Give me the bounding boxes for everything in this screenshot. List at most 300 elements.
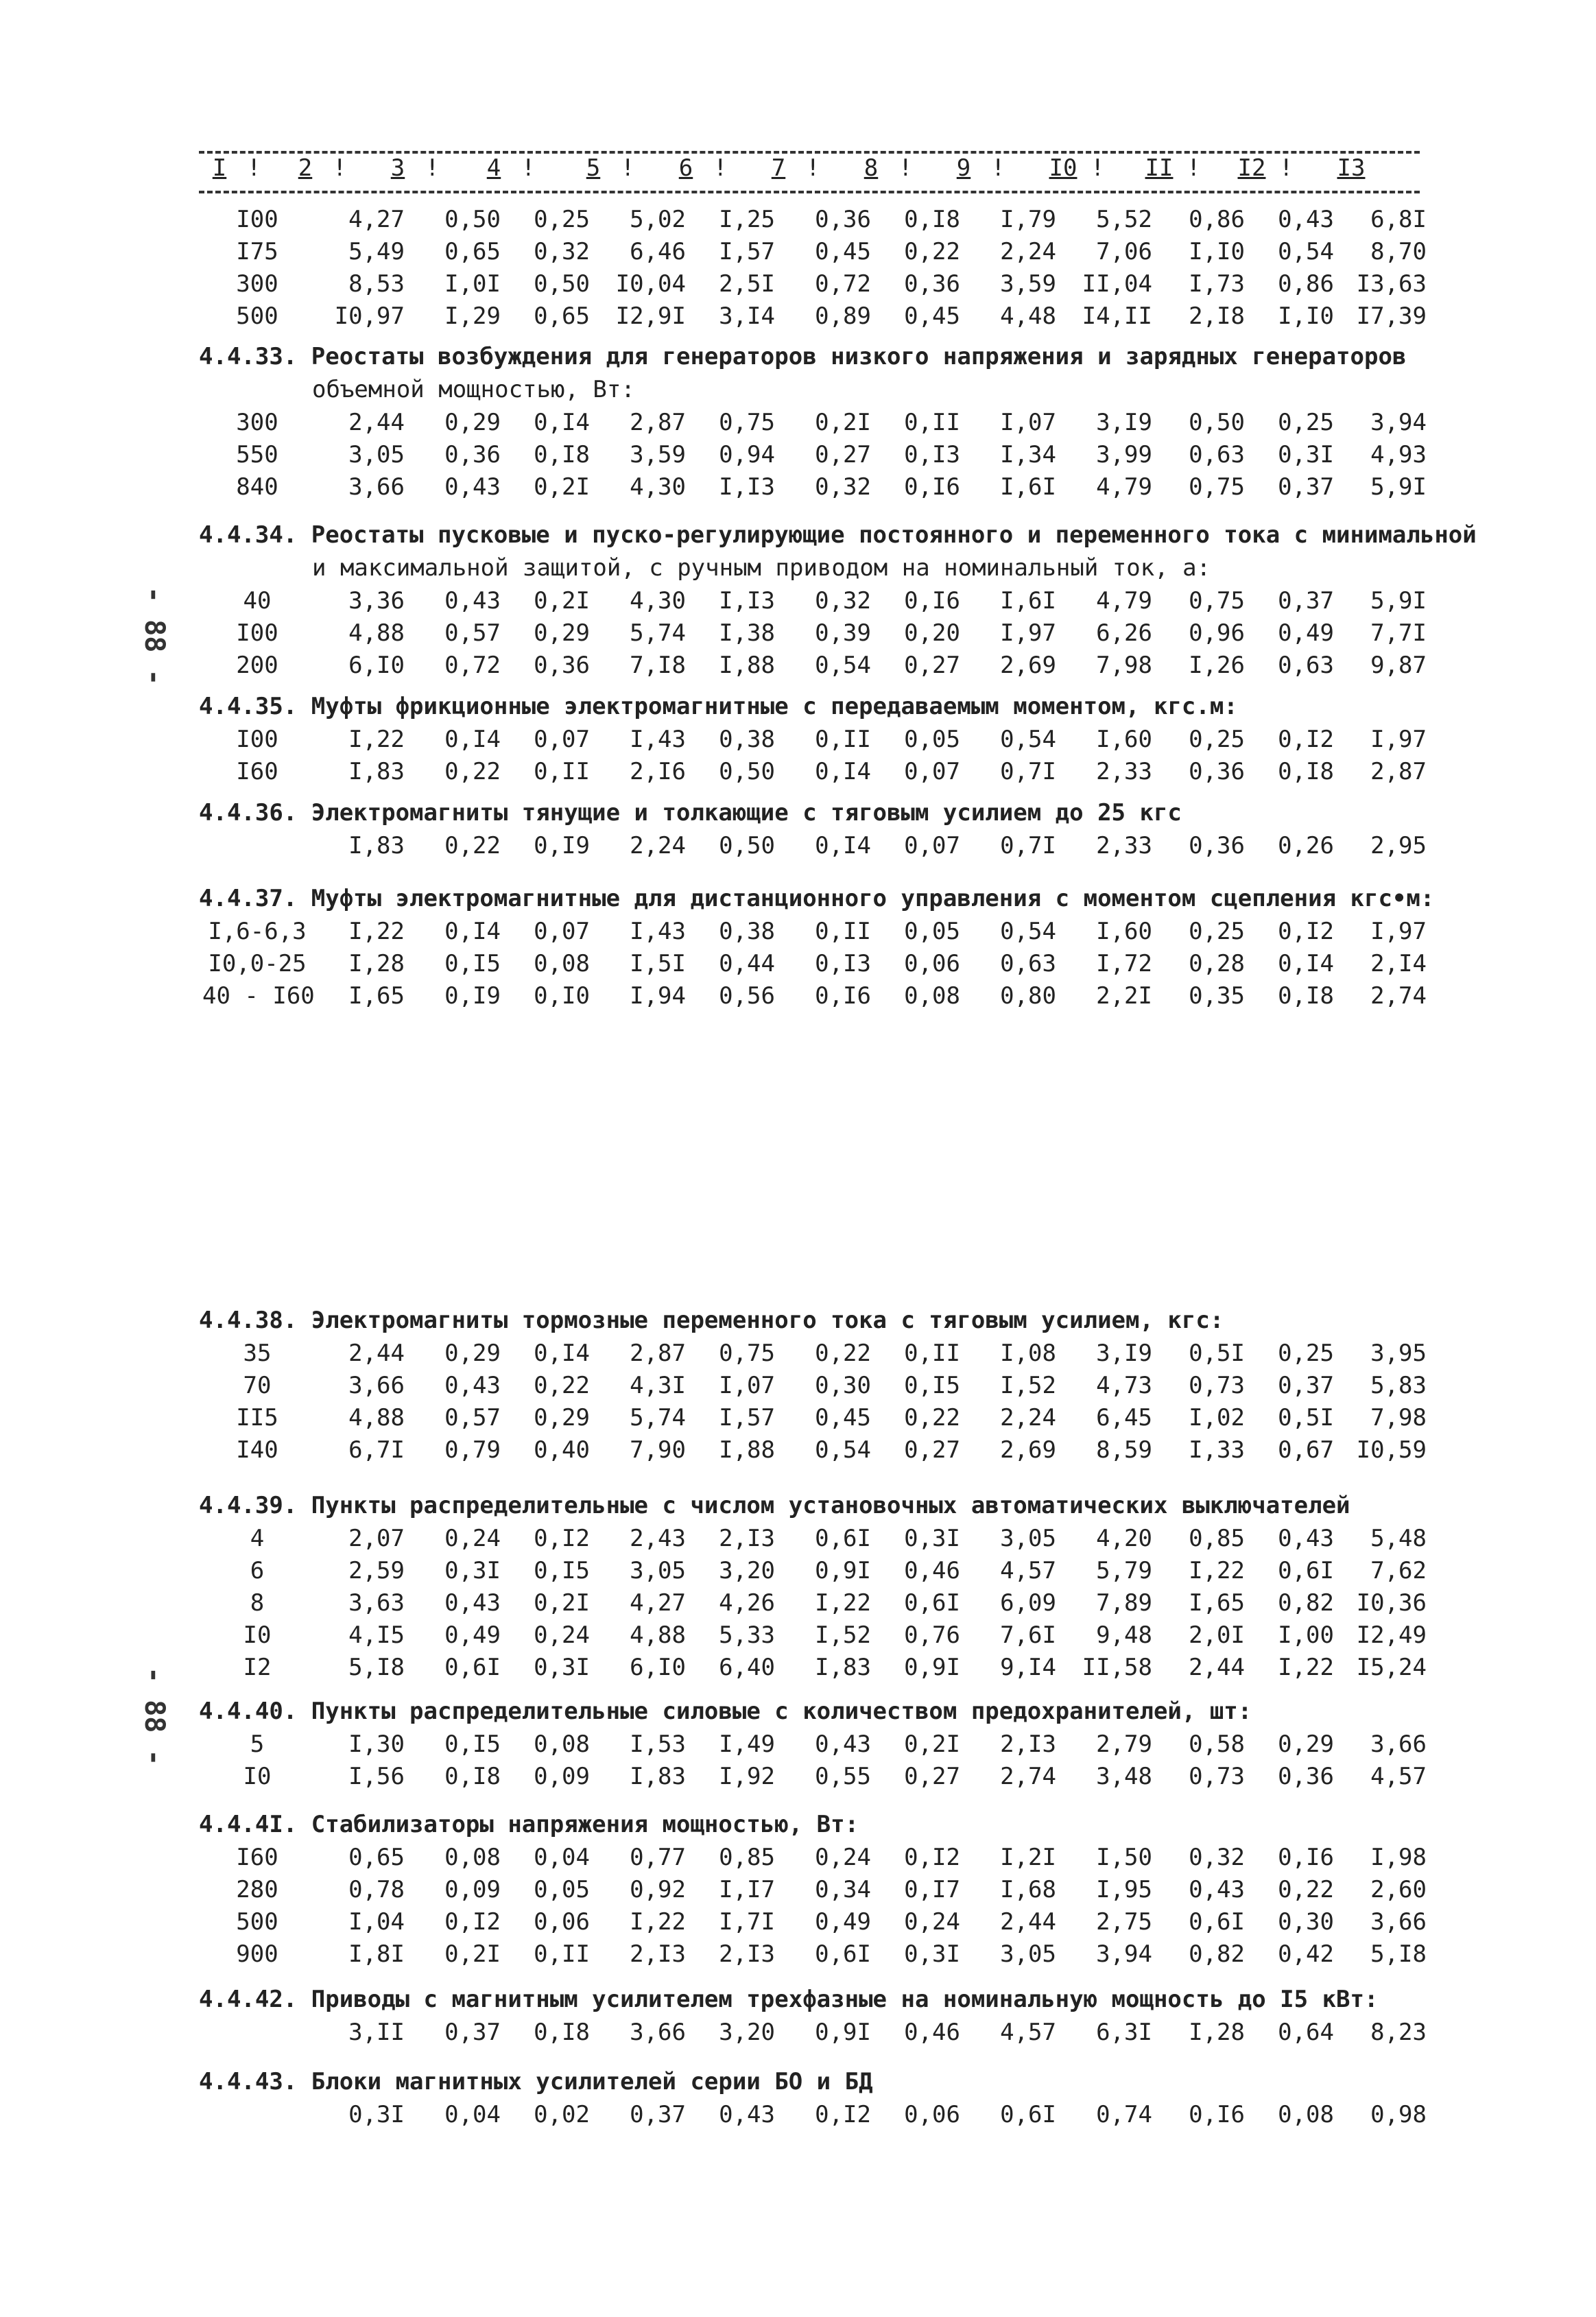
cell-col-11: 0,86	[1189, 206, 1245, 233]
table-row	[0, 832, 1596, 864]
cell-col-10: 8,59	[1096, 1436, 1152, 1464]
cell-col-2: 0,65	[348, 1844, 405, 1871]
cell-col-6: 0,75	[719, 409, 775, 436]
cell-col-3: 0,29	[444, 1340, 501, 1367]
cell-col-12: 0,3I	[1278, 441, 1334, 468]
cell-col-4: 0,I5	[534, 1557, 590, 1584]
row-label: 200	[236, 652, 278, 679]
cell-col-5: 2,I3	[630, 1940, 686, 1968]
cell-col-2: 4,88	[348, 619, 405, 647]
cell-col-2: 0,3I	[348, 2101, 405, 2128]
cell-col-10: 7,06	[1096, 238, 1152, 265]
cell-col-12: 0,86	[1278, 270, 1334, 298]
cell-col-2: 4,27	[348, 206, 405, 233]
cell-col-11: I,28	[1189, 2019, 1245, 2046]
header-column-8: 8	[863, 154, 879, 182]
cell-col-9: 0,54	[1000, 918, 1056, 945]
cell-col-2: I,83	[348, 832, 405, 859]
table-row	[0, 1436, 1596, 1468]
cell-col-8: 0,06	[904, 950, 960, 977]
section-title: 4.4.4I. Стабилизаторы напряжения мощностью, Вт:	[199, 1811, 859, 1838]
cell-col-9: 3,05	[1000, 1525, 1056, 1552]
cell-col-12: 0,29	[1278, 1731, 1334, 1758]
cell-col-7: 0,54	[815, 652, 871, 679]
cell-col-3: 0,I4	[444, 726, 501, 753]
cell-col-6: I,92	[719, 1763, 775, 1790]
cell-col-4: 0,3I	[534, 1654, 590, 1681]
cell-col-13: 6,8I	[1370, 206, 1427, 233]
cell-col-12: 0,82	[1278, 1589, 1334, 1617]
page-number-mark-top: - 88 -	[139, 586, 170, 686]
cell-col-6: 3,20	[719, 1557, 775, 1584]
cell-col-5: 5,74	[630, 619, 686, 647]
cell-col-5: 6,I0	[630, 1654, 686, 1681]
cell-col-9: I,34	[1000, 441, 1056, 468]
cell-col-11: 0,25	[1189, 918, 1245, 945]
table-row	[0, 1908, 1596, 1940]
cell-col-6: 0,38	[719, 726, 775, 753]
cell-col-11: 2,I8	[1189, 302, 1245, 330]
cell-col-11: I,02	[1189, 1404, 1245, 1431]
cell-col-3: 0,43	[444, 1589, 501, 1617]
cell-col-4: 0,I0	[534, 982, 590, 1010]
header-column-7: 7	[771, 154, 786, 182]
cell-col-6: I,57	[719, 238, 775, 265]
cell-col-11: 0,25	[1189, 726, 1245, 753]
cell-col-9: I,08	[1000, 1340, 1056, 1367]
cell-col-11: 0,36	[1189, 832, 1245, 859]
cell-col-4: 0,2I	[534, 1589, 590, 1617]
cell-col-2: 3,66	[348, 473, 405, 501]
cell-col-4: 0,II	[534, 1940, 590, 1968]
table-row	[0, 473, 1596, 505]
cell-col-5: 4,88	[630, 1621, 686, 1649]
cell-col-11: 0,I6	[1189, 2101, 1245, 2128]
cell-col-11: 0,85	[1189, 1525, 1245, 1552]
cell-col-5: 4,30	[630, 473, 686, 501]
cell-col-12: 0,6I	[1278, 1557, 1334, 1584]
cell-col-12: 0,5I	[1278, 1404, 1334, 1431]
cell-col-10: 3,94	[1096, 1940, 1152, 1968]
cell-col-7: 0,I4	[815, 758, 871, 785]
header-separator: !	[425, 154, 440, 182]
cell-col-3: I,29	[444, 302, 501, 330]
cell-col-2: I,65	[348, 982, 405, 1010]
cell-col-2: 8,53	[348, 270, 405, 298]
cell-col-2: 4,88	[348, 1404, 405, 1431]
cell-col-6: I,7I	[719, 1908, 775, 1936]
cell-col-7: 0,32	[815, 473, 871, 501]
cell-col-7: 0,54	[815, 1436, 871, 1464]
cell-col-2: 6,I0	[348, 652, 405, 679]
cell-col-5: I,22	[630, 1908, 686, 1936]
row-label: I2	[243, 1654, 272, 1681]
cell-col-2: I,56	[348, 1763, 405, 1790]
cell-col-5: 5,02	[630, 206, 686, 233]
cell-col-6: 0,43	[719, 2101, 775, 2128]
cell-col-3: 0,09	[444, 1876, 501, 1903]
section-title: 4.4.40. Пункты распределительные силовые с количеством предохранителей, шт:	[199, 1698, 1252, 1725]
cell-col-6: 0,85	[719, 1844, 775, 1871]
cell-col-9: I,52	[1000, 1372, 1056, 1399]
header-column-1: I	[212, 154, 227, 182]
table-row	[0, 1404, 1596, 1436]
cell-col-10: 7,98	[1096, 652, 1152, 679]
cell-col-10: I,72	[1096, 950, 1152, 977]
section-title: 4.4.34. Реостаты пусковые и пуско-регулирующие постоянного и переменного тока с минимальной	[199, 521, 1477, 549]
cell-col-11: 0,58	[1189, 1731, 1245, 1758]
cell-col-5: 0,77	[630, 1844, 686, 1871]
table-row	[0, 1844, 1596, 1875]
table-row	[0, 758, 1596, 789]
cell-col-10: I,95	[1096, 1876, 1152, 1903]
cell-col-5: I,94	[630, 982, 686, 1010]
cell-col-9: 2,69	[1000, 1436, 1056, 1464]
cell-col-10: 6,45	[1096, 1404, 1152, 1431]
table-row	[0, 238, 1596, 270]
cell-col-4: 0,I8	[534, 2019, 590, 2046]
cell-col-9: 2,24	[1000, 238, 1056, 265]
cell-col-13: 7,7I	[1370, 619, 1427, 647]
cell-col-6: 0,44	[719, 950, 775, 977]
section-title: 4.4.39. Пункты распределительные с числом установочных автоматических выключателей	[199, 1492, 1350, 1519]
cell-col-10: II,04	[1082, 270, 1152, 298]
cell-col-6: I,38	[719, 619, 775, 647]
table-row	[0, 1557, 1596, 1589]
cell-col-6: 2,5I	[719, 270, 775, 298]
cell-col-12: 0,37	[1278, 587, 1334, 615]
table-row	[0, 1940, 1596, 1972]
row-label: I40	[236, 1436, 278, 1464]
cell-col-11: 0,6I	[1189, 1908, 1245, 1936]
cell-col-11: 0,36	[1189, 758, 1245, 785]
section-title: 4.4.38. Электромагниты тормозные переменного тока с тяговым усилием, кгс:	[199, 1307, 1224, 1334]
cell-col-8: 0,3I	[904, 1525, 960, 1552]
cell-col-4: 0,50	[534, 270, 590, 298]
cell-col-10: 4,79	[1096, 473, 1152, 501]
cell-col-11: I,22	[1189, 1557, 1245, 1584]
section-title: 4.4.33. Реостаты возбуждения для генераторов низкого напряжения и зарядных генераторов	[199, 343, 1407, 370]
cell-col-13: I7,39	[1356, 302, 1427, 330]
cell-col-8: 0,36	[904, 270, 960, 298]
cell-col-4: 0,36	[534, 652, 590, 679]
cell-col-12: 0,54	[1278, 238, 1334, 265]
cell-col-3: 0,08	[444, 1844, 501, 1871]
cell-col-11: 0,75	[1189, 587, 1245, 615]
cell-col-9: 9,I4	[1000, 1654, 1056, 1681]
cell-col-11: 0,28	[1189, 950, 1245, 977]
header-separator: !	[621, 154, 635, 182]
cell-col-6: I,I3	[719, 473, 775, 501]
cell-col-7: 0,II	[815, 726, 871, 753]
cell-col-3: 0,6I	[444, 1654, 501, 1681]
cell-col-4: 0,25	[534, 206, 590, 233]
cell-col-3: I,0I	[444, 270, 501, 298]
cell-col-3: 0,49	[444, 1621, 501, 1649]
cell-col-5: I2,9I	[615, 302, 686, 330]
cell-col-4: 0,29	[534, 619, 590, 647]
cell-col-9: 3,59	[1000, 270, 1056, 298]
cell-col-10: 4,20	[1096, 1525, 1152, 1552]
table-header	[199, 154, 1420, 193]
cell-col-6: 0,38	[719, 918, 775, 945]
table-row	[0, 726, 1596, 757]
cell-col-9: 0,7I	[1000, 832, 1056, 859]
cell-col-12: 0,49	[1278, 619, 1334, 647]
cell-col-5: I,53	[630, 1731, 686, 1758]
cell-col-13: 4,57	[1370, 1763, 1427, 1790]
cell-col-8: 0,06	[904, 2101, 960, 2128]
row-label: 550	[236, 441, 278, 468]
cell-col-13: 7,62	[1370, 1557, 1427, 1584]
cell-col-10: 6,3I	[1096, 2019, 1152, 2046]
table-row	[0, 1525, 1596, 1556]
header-column-5: 5	[586, 154, 601, 182]
cell-col-3: 0,57	[444, 1404, 501, 1431]
cell-col-8: 0,II	[904, 1340, 960, 1367]
cell-col-2: 6,7I	[348, 1436, 405, 1464]
cell-col-4: 0,22	[534, 1372, 590, 1399]
row-label: I75	[236, 238, 278, 265]
cell-col-4: 0,09	[534, 1763, 590, 1790]
cell-col-7: 0,34	[815, 1876, 871, 1903]
cell-col-3: 0,I5	[444, 950, 501, 977]
header-separator: !	[806, 154, 820, 182]
cell-col-5: I,43	[630, 726, 686, 753]
cell-col-6: 0,75	[719, 1340, 775, 1367]
header-rule-bottom	[199, 191, 1420, 193]
cell-col-7: 0,22	[815, 1340, 871, 1367]
cell-col-2: 5,I8	[348, 1654, 405, 1681]
table-row	[0, 1340, 1596, 1371]
cell-col-7: 0,24	[815, 1844, 871, 1871]
table-row	[0, 1589, 1596, 1621]
table-row	[0, 587, 1596, 619]
cell-col-13: 2,74	[1370, 982, 1427, 1010]
cell-col-9: 7,6I	[1000, 1621, 1056, 1649]
cell-col-4: 0,40	[534, 1436, 590, 1464]
cell-col-10: 3,48	[1096, 1763, 1152, 1790]
cell-col-7: 0,72	[815, 270, 871, 298]
row-label: I60	[236, 758, 278, 785]
cell-col-5: 2,24	[630, 832, 686, 859]
cell-col-11: I,33	[1189, 1436, 1245, 1464]
cell-col-4: 0,I2	[534, 1525, 590, 1552]
cell-col-6: 2,I3	[719, 1940, 775, 1968]
cell-col-10: 2,2I	[1096, 982, 1152, 1010]
cell-col-9: 0,63	[1000, 950, 1056, 977]
cell-col-2: 3,II	[348, 2019, 405, 2046]
section-title-continuation: и максимальной защитой, с ручным приводом на номинальный ток, а:	[312, 554, 1211, 582]
cell-col-7: 0,2I	[815, 409, 871, 436]
cell-col-13: 5,83	[1370, 1372, 1427, 1399]
cell-col-8: 0,I3	[904, 441, 960, 468]
row-label: I00	[236, 619, 278, 647]
cell-col-12: 0,43	[1278, 1525, 1334, 1552]
row-label: 500	[236, 302, 278, 330]
cell-col-8: 0,27	[904, 1763, 960, 1790]
header-column-3: 3	[390, 154, 405, 182]
table-row	[0, 1621, 1596, 1653]
cell-col-11: 0,73	[1189, 1372, 1245, 1399]
row-label: 35	[243, 1340, 272, 1367]
cell-col-7: I,22	[815, 1589, 871, 1617]
cell-col-11: 0,96	[1189, 619, 1245, 647]
cell-col-9: 2,24	[1000, 1404, 1056, 1431]
cell-col-12: I,22	[1278, 1654, 1334, 1681]
cell-col-4: 0,02	[534, 2101, 590, 2128]
cell-col-3: 0,04	[444, 2101, 501, 2128]
cell-col-12: 0,36	[1278, 1763, 1334, 1790]
header-rule-top	[199, 151, 1420, 154]
cell-col-8: 0,6I	[904, 1589, 960, 1617]
header-column-13: I3	[1337, 154, 1366, 182]
cell-col-5: 7,I8	[630, 652, 686, 679]
cell-col-7: 0,9I	[815, 2019, 871, 2046]
cell-col-13: 3,66	[1370, 1908, 1427, 1936]
cell-col-12: 0,I2	[1278, 726, 1334, 753]
cell-col-8: 0,45	[904, 302, 960, 330]
cell-col-6: 0,94	[719, 441, 775, 468]
cell-col-13: 7,98	[1370, 1404, 1427, 1431]
cell-col-9: I,6I	[1000, 473, 1056, 501]
cell-col-6: 5,33	[719, 1621, 775, 1649]
table-row	[0, 1654, 1596, 1685]
cell-col-12: 0,63	[1278, 652, 1334, 679]
cell-col-8: 0,I6	[904, 473, 960, 501]
cell-col-9: I,79	[1000, 206, 1056, 233]
table-row	[0, 409, 1596, 440]
cell-col-5: 2,87	[630, 409, 686, 436]
cell-col-3: 0,22	[444, 758, 501, 785]
row-label: 5	[250, 1731, 265, 1758]
cell-col-3: 0,72	[444, 652, 501, 679]
cell-col-8: 0,I7	[904, 1876, 960, 1903]
header-column-9: 9	[956, 154, 971, 182]
cell-col-12: 0,37	[1278, 473, 1334, 501]
cell-col-9: 2,69	[1000, 652, 1056, 679]
header-column-4: 4	[486, 154, 501, 182]
header-separator: !	[1187, 154, 1201, 182]
cell-col-2: I,28	[348, 950, 405, 977]
cell-col-9: I,07	[1000, 409, 1056, 436]
cell-col-13: 9,87	[1370, 652, 1427, 679]
header-column-12: I2	[1237, 154, 1266, 182]
cell-col-3: 0,50	[444, 206, 501, 233]
cell-col-2: I,30	[348, 1731, 405, 1758]
cell-col-9: 4,57	[1000, 1557, 1056, 1584]
table-row	[0, 1763, 1596, 1794]
cell-col-13: 0,98	[1370, 2101, 1427, 2128]
cell-col-12: 0,30	[1278, 1908, 1334, 1936]
cell-col-7: 0,43	[815, 1731, 871, 1758]
cell-col-11: 0,32	[1189, 1844, 1245, 1871]
cell-col-3: 0,65	[444, 238, 501, 265]
cell-col-2: 2,44	[348, 409, 405, 436]
cell-col-10: I,60	[1096, 726, 1152, 753]
row-label: 900	[236, 1940, 278, 1968]
cell-col-2: I,04	[348, 1908, 405, 1936]
cell-col-8: 0,3I	[904, 1940, 960, 1968]
cell-col-4: 0,07	[534, 918, 590, 945]
row-label: I0,0-25	[208, 950, 307, 977]
cell-col-11: 0,43	[1189, 1876, 1245, 1903]
cell-col-2: 2,44	[348, 1340, 405, 1367]
cell-col-12: 0,I8	[1278, 758, 1334, 785]
cell-col-11: 0,63	[1189, 441, 1245, 468]
table-row	[0, 302, 1596, 334]
cell-col-8: 0,05	[904, 918, 960, 945]
cell-col-13: 8,70	[1370, 238, 1427, 265]
cell-col-10: 3,I9	[1096, 409, 1152, 436]
cell-col-6: I,57	[719, 1404, 775, 1431]
cell-col-6: I,I3	[719, 587, 775, 615]
header-column-6: 6	[678, 154, 693, 182]
cell-col-2: I0,97	[334, 302, 405, 330]
cell-col-5: 3,59	[630, 441, 686, 468]
row-label: 40 - I60	[202, 982, 315, 1010]
section-title-continuation: объемной мощностью, Вт:	[312, 376, 635, 403]
cell-col-8: 0,08	[904, 982, 960, 1010]
cell-col-3: 0,I4	[444, 918, 501, 945]
cell-col-10: I,60	[1096, 918, 1152, 945]
header-separator: !	[898, 154, 913, 182]
cell-col-12: 0,I2	[1278, 918, 1334, 945]
cell-col-9: I,68	[1000, 1876, 1056, 1903]
section-title: 4.4.43. Блоки магнитных усилителей серии БО и БД	[199, 2068, 873, 2095]
cell-col-9: 6,09	[1000, 1589, 1056, 1617]
cell-col-11: 0,35	[1189, 982, 1245, 1010]
cell-col-11: 0,82	[1189, 1940, 1245, 1968]
cell-col-7: I,83	[815, 1654, 871, 1681]
table-row	[0, 2101, 1596, 2132]
cell-col-8: 0,27	[904, 1436, 960, 1464]
cell-col-5: 4,27	[630, 1589, 686, 1617]
cell-col-8: 0,I8	[904, 206, 960, 233]
cell-col-11: I,65	[1189, 1589, 1245, 1617]
table-row	[0, 918, 1596, 949]
cell-col-13: I,97	[1370, 918, 1427, 945]
cell-col-4: 0,07	[534, 726, 590, 753]
cell-col-13: 5,9I	[1370, 587, 1427, 615]
cell-col-5: 7,90	[630, 1436, 686, 1464]
cell-col-3: 0,I8	[444, 1763, 501, 1790]
row-label: I,6-6,3	[208, 918, 307, 945]
cell-col-3: 0,79	[444, 1436, 501, 1464]
cell-col-10: 4,79	[1096, 587, 1152, 615]
cell-col-9: I,97	[1000, 619, 1056, 647]
cell-col-12: 0,22	[1278, 1876, 1334, 1903]
cell-col-6: I,88	[719, 1436, 775, 1464]
cell-col-10: 2,33	[1096, 758, 1152, 785]
cell-col-13: I,98	[1370, 1844, 1427, 1871]
cell-col-8: 0,I6	[904, 587, 960, 615]
cell-col-6: 6,40	[719, 1654, 775, 1681]
cell-col-5: 6,46	[630, 238, 686, 265]
row-label: 4	[250, 1525, 265, 1552]
row-label: I60	[236, 1844, 278, 1871]
cell-col-9: 2,74	[1000, 1763, 1056, 1790]
cell-col-11: 2,44	[1189, 1654, 1245, 1681]
cell-col-8: 0,I2	[904, 1844, 960, 1871]
cell-col-12: I,I0	[1278, 302, 1334, 330]
row-label: 6	[250, 1557, 265, 1584]
cell-col-10: 3,99	[1096, 441, 1152, 468]
section-title: 4.4.42. Приводы с магнитным усилителем трехфазные на номинальную мощность до I5 кВт:	[199, 1986, 1379, 2013]
cell-col-5: 5,74	[630, 1404, 686, 1431]
cell-col-10: 7,89	[1096, 1589, 1152, 1617]
cell-col-6: 4,26	[719, 1589, 775, 1617]
